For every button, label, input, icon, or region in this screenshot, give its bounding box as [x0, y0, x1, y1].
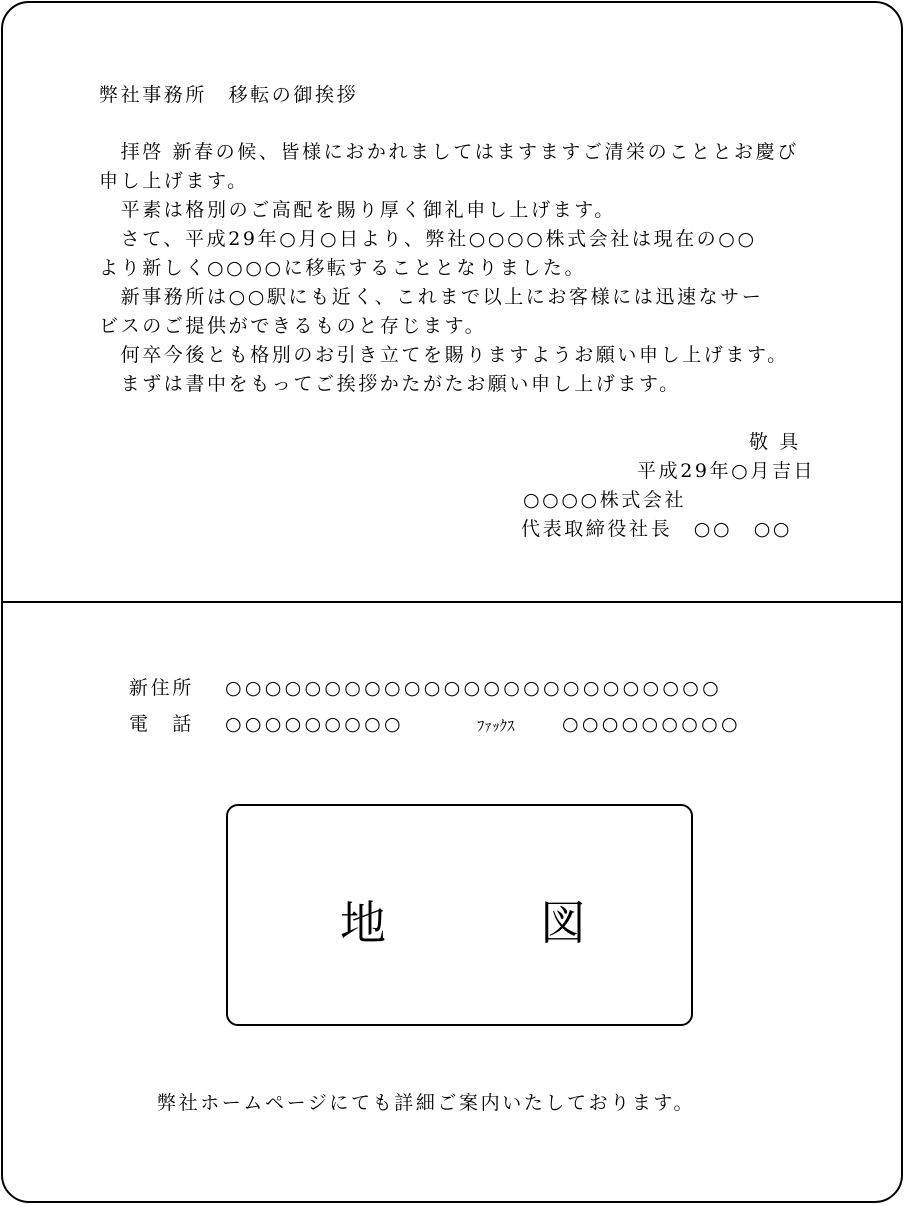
letter-title: 弊社事務所 移転の御挨拶: [99, 84, 359, 106]
body-line-8: 何卒今後とも格別のお引き立てを賜りますようお願い申し上げます。: [99, 344, 789, 366]
body-line-5: より新しく○○○○に移転することとなりました。: [99, 257, 587, 279]
body-line-3: 平素は格別のご高配を賜り厚く御礼申し上げます。: [99, 199, 616, 221]
map-placeholder: [226, 804, 693, 1026]
signatory: 代表取締役社長 ○○ ○○: [521, 518, 793, 540]
body-line-1: 拝啓 新春の候、皆様におかれましてはますますご清栄のこととお慶び: [99, 141, 799, 163]
map-label-char-2: 図: [540, 896, 586, 950]
body-line-2: 申し上げます。: [99, 170, 249, 192]
body-line-4: さて、平成29年○月○日より、弊社○○○○株式会社は現在の○○: [99, 228, 757, 250]
body-line-9: まずは書中をもってご挨拶かたがたお願い申し上げます。: [99, 373, 681, 395]
body-line-6: 新事務所は○○駅にも近く、これまで以上にお客様には迅速なサー: [99, 286, 764, 308]
fold-divider: [3, 601, 903, 603]
relocation-card: [1, 1, 903, 1203]
phone-label: 電 話: [129, 713, 194, 735]
letter-date: 平成29年○月吉日: [637, 460, 816, 482]
closing: 敬 具: [749, 431, 801, 453]
address-label: 新住所: [129, 677, 194, 699]
map-label-char-1: 地: [340, 896, 386, 950]
company-name: ○○○○株式会社: [523, 489, 687, 511]
address-value: ○○○○○○○○○○○○○○○○○○○○○○○○○: [225, 677, 722, 699]
fax-label: ﾌｧｯｸｽ: [477, 717, 515, 735]
body-line-7: ビスのご提供ができるものと存じます。: [99, 315, 487, 337]
homepage-note: 弊社ホームページにても詳細ご案内いたしております。: [157, 1092, 696, 1114]
fax-value: ○○○○○○○○○: [562, 713, 741, 735]
phone-value: ○○○○○○○○○: [225, 713, 404, 735]
